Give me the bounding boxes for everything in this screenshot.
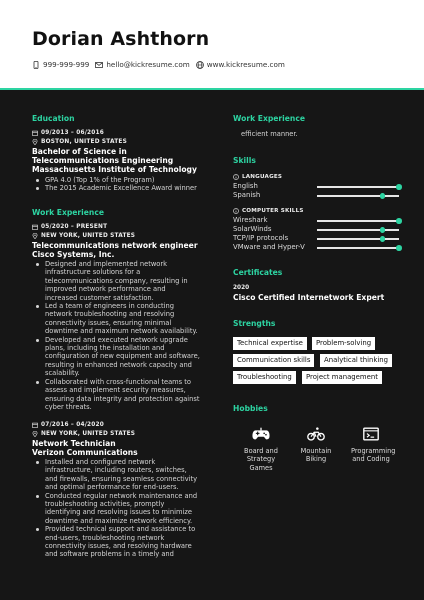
job1-location: NEW YORK, UNITED STATES: [32, 233, 135, 239]
work-continued-text: efficient manner.: [241, 130, 298, 138]
skill-row: SolarWinds: [233, 225, 403, 234]
skill-level-knob: [380, 227, 386, 233]
skill-row: TCP/IP protocols: [233, 234, 403, 243]
resume-header: [0, 0, 424, 88]
strengths-heading: Strengths: [233, 319, 276, 328]
globe-icon: [196, 61, 204, 69]
job2-location: NEW YORK, UNITED STATES: [32, 431, 135, 437]
location-pin-icon: [32, 233, 38, 239]
list-item: Developed and executed network upgrade plans, including the installation and configuration of new equipment and software, resulting in enhanced network capacity and scalability.: [45, 336, 225, 378]
hobby-item: Board and Strategy Games: [241, 426, 281, 472]
list-item: Designed and implemented network infrastructure solutions for a telecommunications company, resulting in improved network performance and increased customer satisfaction.: [45, 260, 225, 302]
phone-icon: [32, 61, 40, 69]
skill-track: [317, 195, 399, 197]
location-pin-icon: [32, 431, 38, 437]
list-item: Provided technical support and assistance to end-users, troubleshooting network connectivity issues, and resolving hardware and software problems in a timely and: [45, 525, 225, 559]
certificate-name: Cisco Certified Internetwork Expert: [233, 293, 385, 302]
website-text[interactable]: www.kickresume.com: [206, 60, 285, 69]
education-location: BOSTON, UNITED STATES: [32, 139, 127, 145]
skill-track: [317, 247, 399, 249]
list-item: The 2015 Academic Excellence Award winner: [45, 184, 220, 192]
list-item: Installed and configured network infrastructure, including routers, switches, and firewalls, ensuring seamless connectivity and optimal performance for end-users.: [45, 458, 225, 492]
skill-level-knob: [380, 236, 386, 242]
job2-dates: 07/2016 – 04/2020: [32, 422, 104, 428]
education-degree: Bachelor of Science in Telecommunications Engineering: [32, 147, 174, 165]
list-item: Conducted regular network maintenance and troubleshooting activities, promptly identifying and resolving issues to minimize downtime and maximize network efficiency.: [45, 492, 225, 526]
work-heading: Work Experience: [32, 208, 104, 217]
skill-row: English: [233, 182, 403, 191]
skill-row: Spanish: [233, 191, 403, 200]
hobby-item: Mountain Biking: [296, 426, 336, 464]
terminal-icon: [362, 426, 380, 442]
email-text[interactable]: hello@kickresume.com: [106, 60, 190, 69]
computer-skills-label: COMPUTER SKILLS: [233, 208, 304, 214]
mail-icon: [95, 61, 103, 69]
strength-tag: Problem-solving: [312, 337, 375, 350]
education-bullets: [32, 176, 220, 193]
skill-row: Wireshark: [233, 216, 403, 225]
website-item: [196, 60, 285, 69]
certificates-heading: Certificates: [233, 268, 283, 277]
list-item: GPA 4.0 (Top 1% of the Program): [45, 176, 220, 184]
job2-company: Verizon Communications: [32, 448, 138, 457]
hobbies-heading: Hobbies: [233, 404, 268, 413]
email-item: [95, 60, 189, 69]
strength-tag: Troubleshooting: [233, 371, 296, 384]
hobby-item: Programming and Coding: [351, 426, 391, 464]
location-pin-icon: [32, 139, 38, 145]
certificate-year: 2020: [233, 285, 250, 291]
skill-level-knob: [396, 184, 402, 190]
phone-item: [32, 60, 89, 69]
languages-label: LANGUAGES: [233, 174, 282, 180]
gamepad-icon: [252, 426, 270, 442]
education-heading: Education: [32, 114, 75, 123]
strength-tag: Analytical thinking: [320, 354, 392, 367]
education-school: Massachusetts Institute of Technology: [32, 165, 197, 174]
strength-tag: Communication skills: [233, 354, 314, 367]
skill-track: [317, 220, 399, 222]
contact-info: [32, 60, 291, 69]
job1-company: Cisco Systems, Inc.: [32, 250, 115, 259]
skills-heading: Skills: [233, 156, 256, 165]
skill-track: [317, 229, 399, 231]
skill-level-knob: [396, 218, 402, 224]
candidate-name: Dorian Ashthorn: [32, 28, 210, 50]
phone-text[interactable]: 999-999-999: [43, 60, 90, 69]
education-dates: 09/2013 – 06/2016: [32, 130, 104, 136]
job2-title: Network Technician: [32, 439, 116, 448]
skill-level-knob: [396, 245, 402, 251]
job1-dates: 05/2020 – PRESENT: [32, 224, 107, 230]
skill-row: VMware and Hyper-V: [233, 243, 403, 252]
skill-level-knob: [380, 193, 386, 199]
skill-track: [317, 238, 399, 240]
calendar-icon: [32, 224, 38, 230]
bike-icon: [307, 426, 325, 442]
list-item: Led a team of engineers in conducting network troubleshooting and resolving connectivity issues, ensuring minimal downtime and maximum network availability.: [45, 302, 225, 336]
job1-bullets: [32, 260, 225, 411]
info-circle-icon: [233, 174, 239, 180]
resume-body: [0, 90, 424, 600]
list-item: Collaborated with cross-functional teams to assess and implement security measures, ensuring data integrity and protection against cyber threats.: [45, 378, 225, 412]
strength-tag: Technical expertise: [233, 337, 307, 350]
skill-track: [317, 186, 399, 188]
strength-tag: Project management: [302, 371, 382, 384]
info-circle-icon: [233, 208, 239, 214]
work-continued-heading: Work Experience: [233, 114, 305, 123]
calendar-icon: [32, 130, 38, 136]
job1-title: Telecommunications network engineer: [32, 241, 198, 250]
job2-bullets: [32, 458, 225, 559]
calendar-icon: [32, 422, 38, 428]
